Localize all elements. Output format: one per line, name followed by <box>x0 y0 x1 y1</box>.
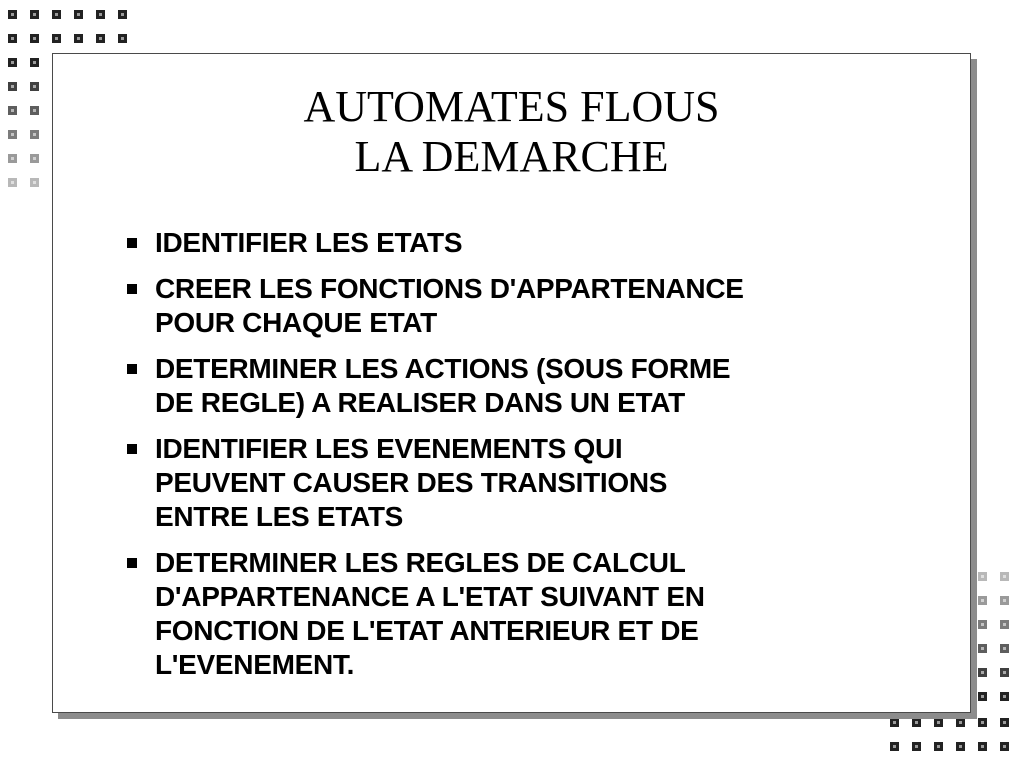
decorative-square <box>8 34 17 43</box>
decorative-square <box>52 34 61 43</box>
decorative-square <box>8 178 17 187</box>
bullet-item <box>123 546 903 682</box>
square-bullet-icon <box>127 444 137 454</box>
square-bullet-icon <box>127 284 137 294</box>
decorative-square <box>1000 596 1009 605</box>
decorative-square <box>30 154 39 163</box>
decorative-square <box>30 34 39 43</box>
decorative-square <box>96 34 105 43</box>
square-bullet-icon <box>127 238 137 248</box>
decorative-square <box>118 10 127 19</box>
square-bullet-icon <box>127 364 137 374</box>
decorative-square <box>8 10 17 19</box>
decorative-square <box>1000 620 1009 629</box>
decorative-square <box>96 10 105 19</box>
slide-title <box>53 82 970 182</box>
decorative-square <box>978 692 987 701</box>
decorative-square <box>30 58 39 67</box>
decorative-square <box>1000 692 1009 701</box>
decorative-square <box>978 596 987 605</box>
decorative-square <box>8 106 17 115</box>
bullet-line: FONCTION DE L'ETAT ANTERIEUR ET DE <box>155 615 699 646</box>
bullet-line: POUR CHAQUE ETAT <box>155 307 437 338</box>
square-bullet-icon <box>127 558 137 568</box>
decorative-square <box>890 742 899 751</box>
decorative-square <box>74 10 83 19</box>
bullet-item <box>123 226 903 260</box>
decorative-square <box>956 742 965 751</box>
decorative-square <box>912 742 921 751</box>
decorative-square <box>8 82 17 91</box>
decorative-square <box>8 154 17 163</box>
decorative-square <box>978 620 987 629</box>
bullet-line: DE REGLE) A REALISER DANS UN ETAT <box>155 387 685 418</box>
bullet-line: PEUVENT CAUSER DES TRANSITIONS <box>155 467 668 498</box>
decorative-square <box>934 718 943 727</box>
bullet-list <box>123 226 903 694</box>
decorative-square <box>978 644 987 653</box>
bullet-line: L'EVENEMENT. <box>155 649 355 680</box>
decorative-square <box>8 130 17 139</box>
decorative-square <box>52 10 61 19</box>
decorative-square <box>30 178 39 187</box>
title-line-2: LA DEMARCHE <box>354 132 669 181</box>
decorative-square <box>30 10 39 19</box>
decorative-square <box>912 718 921 727</box>
bullet-line: D'APPARTENANCE A L'ETAT SUIVANT EN <box>155 581 705 612</box>
bullet-item <box>123 352 903 420</box>
bullet-line: IDENTIFIER LES EVENEMENTS QUI <box>155 433 623 464</box>
decorative-square <box>74 34 83 43</box>
decorative-square <box>30 130 39 139</box>
bullet-line: IDENTIFIER LES ETATS <box>155 227 463 258</box>
decorative-square <box>118 34 127 43</box>
decorative-square <box>1000 668 1009 677</box>
bullet-line: DETERMINER LES ACTIONS (SOUS FORME <box>155 353 731 384</box>
decorative-square <box>978 718 987 727</box>
decorative-square <box>1000 644 1009 653</box>
decorative-square <box>978 668 987 677</box>
decorative-square <box>1000 572 1009 581</box>
content-frame <box>52 53 971 713</box>
decorative-square <box>890 718 899 727</box>
bullet-line: DETERMINER LES REGLES DE CALCUL <box>155 547 686 578</box>
decorative-square <box>978 742 987 751</box>
bullet-item <box>123 272 903 340</box>
decorative-square <box>8 58 17 67</box>
decorative-square <box>978 572 987 581</box>
bullet-item <box>123 432 903 534</box>
title-line-1: AUTOMATES FLOUS <box>303 82 720 131</box>
decorative-square <box>934 742 943 751</box>
decorative-square <box>30 82 39 91</box>
bullet-line: ENTRE LES ETATS <box>155 501 404 532</box>
decorative-square <box>1000 718 1009 727</box>
decorative-square <box>956 718 965 727</box>
bullet-line: CREER LES FONCTIONS D'APPARTENANCE <box>155 273 744 304</box>
decorative-square <box>30 106 39 115</box>
decorative-square <box>1000 742 1009 751</box>
